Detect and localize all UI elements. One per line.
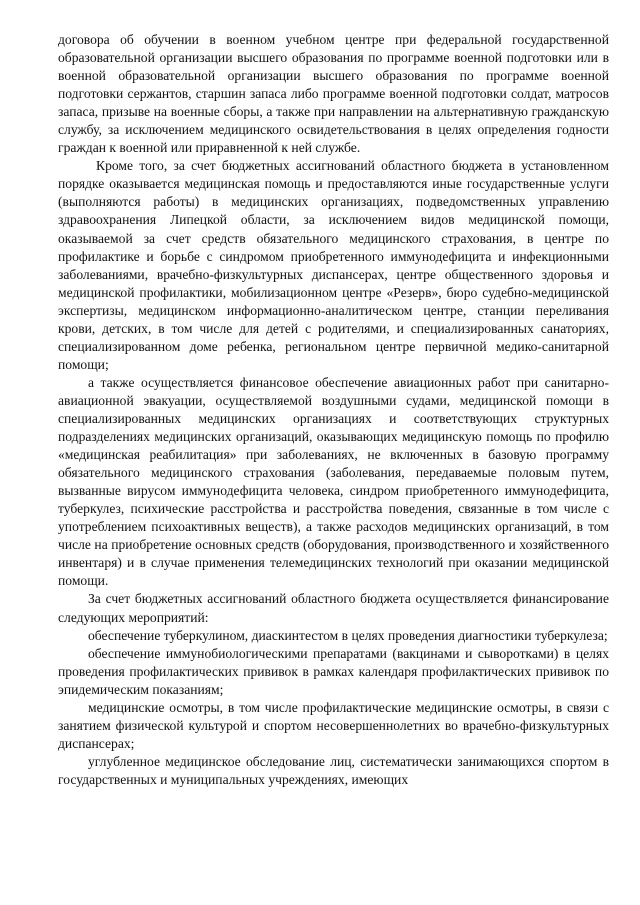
paragraph-financing-intro: За счет бюджетных ассигнований областного бюджета осуществляется финансирование следующих мероприятий:: [58, 591, 609, 625]
list-item-immunobiological: обеспечение иммунобиологическими препаратами (вакцинами и сыворотками) в целях проведения профилактических прививок в рамках календаря профилактических прививок по эпидемическим показаниям;: [58, 645, 609, 697]
document-page: [58, 31, 609, 789]
paragraph-regional-budget-services: Кроме того, за счет бюджетных ассигнований областного бюджета в установленном порядке оказывается медицинская помощь и предоставляются иные государственные услуги (выполняются работы) в медицинских организациях, подведомственных управлению здравоохранения Липецкой области, за исключением видов медицинской помощи, оказываемой за счет средств обязательного медицинского страхования, в центре по профилактике и борьбе с синдромом приобретенного иммунодефицита и инфекционными заболеваниями, врачебно-физкультурных диспансерах, центре общественного здоровья и медицинской профилактики, мобилизационном центре «Резерв», бюро судебно-медицинской экспертизы, медицинском информационно-аналитическом центре, станции переливания крови, детских, в том числе для детей с родителями, и специализированных санаториях, специализированном доме ребенка, региональном центре первичной медико-санитарной помощи;: [58, 158, 609, 372]
list-item-athlete-examination: углубленное медицинское обследование лиц, систематически занимающихся спортом в государственных и муниципальных учреждениях, имеющих: [58, 753, 609, 787]
paragraph-aviation-financing: а также осуществляется финансовое обеспечение авиационных работ при санитарно-авиационной эвакуации, осуществляемой воздушными судами, медицинской помощи в специализированных медицинских организациях и соответствующих структурных подразделениях медицинских организаций, оказывающих медицинскую помощь по профилю «медицинская реабилитация» при заболеваниях, не включенных в базовую программу обязательного медицинского страхования (заболевания, передаваемые половым путем, вызванные вирусом иммунодефицита человека, синдром приобретенного иммунодефицита, туберкулез, психические расстройства и расстройства поведения, связанные в том числе с употреблением психоактивных веществ), а также расходов медицинских организаций, в том числе на приобретение основных средств (оборудования, производственного и хозяйственного инвентаря) и в случае применения телемедицинских технологий при оказании медицинской помощи.: [58, 374, 609, 589]
paragraph-military-contract: договора об обучении в военном учебном центре при федеральной государственной образовательной организации высшего образования по программе военной подготовки или в военной образовательной организации высшего образования по программе военной подготовки сержантов, старшин запаса либо программе военной подготовки солдат, матросов запаса, призыве на военные сборы, а также при направлении на альтернативную гражданскую службу, за исключением медицинского освидетельствования в целях определения годности граждан к военной или приравненной к ней службе.: [58, 32, 609, 156]
list-item-tuberculin: обеспечение туберкулином, диаскинтестом в целях проведения диагностики туберкулеза;: [88, 627, 608, 643]
list-item-medical-exams: медицинские осмотры, в том числе профилактические медицинские осмотры, в связи с занятием физической культурой и спортом несовершеннолетних во врачебно-физкультурных диспансерах;: [58, 699, 609, 751]
